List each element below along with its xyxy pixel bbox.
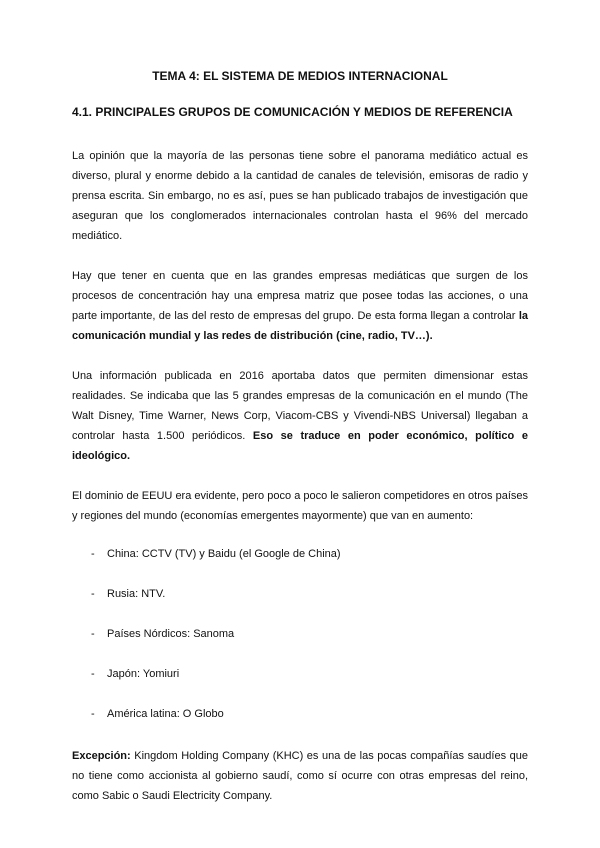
- exception-text: Kingdom Holding Company (KHC) es una de las pocas compañías saudíes que no tiene como accionista al gobierno saudí, como sí ocurre con otras empresas del reino, como Sabic o Saudi Electricity Company.: [72, 750, 528, 802]
- list-item-text: Japón: Yomiuri: [107, 668, 180, 680]
- list-item-text: Rusia: NTV.: [107, 588, 166, 600]
- paragraph-2: [72, 266, 528, 346]
- list-dash: -: [91, 668, 95, 680]
- exception-label: Excepción:: [72, 750, 131, 762]
- paragraph-2-text: Hay que tener en cuenta que en las grandes empresas mediáticas que surgen de los procesos de concentración hay una empresa matriz que posee todas las acciones, o una parte importante, de las del resto de empresas del grupo. De esta forma llegan a controlar: [72, 270, 528, 322]
- exception-paragraph: [72, 746, 528, 806]
- list-item-text: América latina: O Globo: [107, 708, 224, 720]
- list-item: [72, 586, 528, 602]
- section-heading: 4.1. PRINCIPALES GRUPOS DE COMUNICACIÓN Y MEDIOS DE REFERENCIA: [72, 105, 513, 119]
- list-item: [72, 666, 528, 682]
- paragraph-2-bold: la comunicación mundial y las redes de distribución (cine, radio, TV…).: [72, 310, 528, 342]
- paragraph-3: [72, 366, 528, 466]
- paragraph-3-text: Una información publicada en 2016 aportaba datos que permiten dimensionar estas realidades. Se indicaba que las 5 grandes empresas de la comunicación en el mundo (The Walt Disney, Time Warner, News Corp, Viacom-CBS y Vivendi-NBS Universal) llegaban a controlar hasta 1.500 periódicos.: [72, 370, 528, 442]
- list-dash: -: [91, 628, 95, 640]
- list-item: [72, 546, 528, 562]
- paragraph-4: El dominio de EEUU era evidente, pero poco a poco le salieron competidores en otros países y regiones del mundo (economías emergentes mayormente) que van en aumento:: [72, 490, 528, 522]
- list-dash: -: [91, 548, 95, 560]
- competitors-list: [72, 546, 528, 722]
- list-dash: -: [91, 588, 95, 600]
- list-item: [72, 706, 528, 722]
- list-item-text: Países Nórdicos: Sanoma: [107, 628, 235, 640]
- list-item-text: China: CCTV (TV) y Baidu (el Google de China): [107, 548, 341, 560]
- paragraph-1: La opinión que la mayoría de las personas tiene sobre el panorama mediático actual es diverso, plural y enorme debido a la cantidad de canales de televisión, emisoras de radio y prensa escrita. Sin embargo, no es así, pues se han publicado trabajos de investigación que aseguran que los conglomerados internacionales controlan hasta el 96% del mercado mediático.: [72, 150, 528, 242]
- paragraph-3-bold: Eso se traduce en poder económico, político e ideológico.: [72, 430, 528, 462]
- document-page: [72, 68, 528, 826]
- list-dash: -: [91, 708, 95, 720]
- document-title: TEMA 4: EL SISTEMA DE MEDIOS INTERNACIONAL: [152, 69, 448, 83]
- list-item: [72, 626, 528, 642]
